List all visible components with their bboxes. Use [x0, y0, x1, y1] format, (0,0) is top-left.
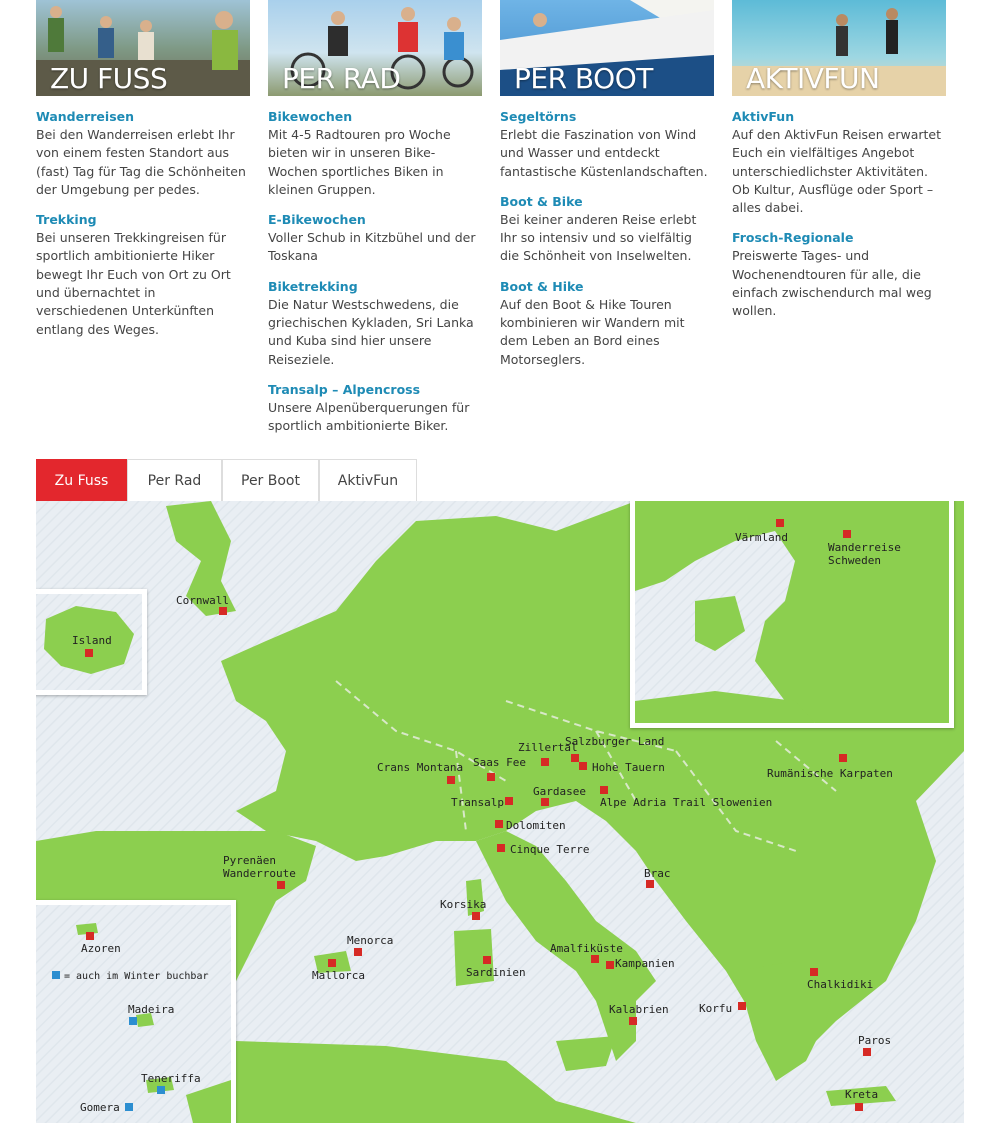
pin-kalabrien[interactable] [629, 1017, 637, 1025]
europe-map [36, 501, 964, 1123]
category-description: Bei den Wanderreisen erlebt Ihr von einem festen Standort aus (fast) Tag für Tag die Schönheiten der Umgebung per pedes. [36, 127, 246, 197]
category-link[interactable]: AktivFun [732, 109, 795, 124]
label-korfu[interactable]: Korfu [699, 1002, 733, 1015]
category-link[interactable]: E-Bikewochen [268, 212, 366, 228]
category-segeltoerns [500, 108, 714, 181]
label-madeira[interactable]: Madeira [128, 1003, 175, 1016]
hero-label: PER BOOT [514, 62, 653, 95]
pin-cinque-terre[interactable] [497, 844, 505, 852]
hero-label: AKTIVFUN [746, 62, 880, 95]
category-description: Preiswerte Tages- und Wochenendtouren für alle, die einfach zwischendurch mal weg wollen. [732, 248, 932, 319]
pin-vaermland[interactable] [776, 519, 784, 527]
hero-image-aktivfun[interactable] [732, 0, 946, 96]
label-gomera[interactable]: Gomera [80, 1101, 120, 1114]
column-aktivfun [732, 0, 946, 321]
pin-alpe-adria[interactable] [600, 786, 608, 794]
label-mallorca[interactable]: Mallorca [312, 969, 365, 982]
category-boot-bike [500, 193, 714, 266]
category-wanderreisen [36, 108, 250, 199]
hero-label: ZU FUSS [50, 62, 168, 95]
label-korsika[interactable]: Korsika [440, 898, 487, 911]
tab-bar [36, 459, 417, 501]
category-description: Unsere Alpenüberquerungen für sportlich ambitionierte Biker. [268, 399, 470, 434]
pin-paros[interactable] [863, 1048, 871, 1056]
pin-amalfikueste[interactable] [591, 955, 599, 963]
tab-zu-fuss[interactable]: Zu Fuss [36, 459, 127, 501]
category-link[interactable]: Wanderreisen [36, 109, 135, 124]
pin-brac[interactable] [646, 880, 654, 888]
label-kampanien[interactable]: Kampanien [615, 957, 675, 970]
category-frosch-regionale [732, 229, 946, 320]
pin-kampanien[interactable] [606, 961, 614, 969]
pin-sardinien[interactable] [483, 956, 491, 964]
label-paros[interactable]: Paros [858, 1034, 892, 1047]
category-e-bikewochen [268, 211, 482, 266]
label-rumaenische-karpaten[interactable]: Rumänische Karpaten [767, 767, 893, 780]
pin-azoren[interactable] [86, 932, 94, 940]
label-amalfikueste[interactable]: Amalfiküste [550, 942, 623, 955]
category-trekking [36, 211, 250, 339]
label-kreta[interactable]: Kreta [845, 1088, 879, 1101]
label-gardasee[interactable]: Gardasee [533, 785, 586, 798]
legend-text: = auch im Winter buchbar [64, 971, 209, 982]
pin-zillertal[interactable] [541, 758, 549, 766]
hero-image-per-boot[interactable] [500, 0, 714, 96]
pin-island[interactable] [85, 649, 93, 657]
label-cinque-terre[interactable]: Cinque Terre [510, 843, 590, 856]
pin-korfu[interactable] [738, 1002, 746, 1010]
label-brac[interactable]: Brac [644, 867, 671, 880]
tab-per-rad[interactable]: Per Rad [127, 459, 222, 501]
pin-kreta[interactable] [855, 1103, 863, 1111]
pin-hohe-tauern[interactable] [579, 762, 587, 770]
category-description: Die Natur Westschwedens, die griechischen Kykladen, Sri Lanka und Kuba sind hier unsere Reiseziele. [268, 296, 474, 367]
pin-cornwall[interactable] [219, 607, 227, 615]
tab-per-boot[interactable]: Per Boot [222, 459, 319, 501]
pin-wanderreise-schweden[interactable] [843, 530, 851, 538]
pin-menorca[interactable] [354, 948, 362, 956]
category-aktivfun [732, 108, 946, 217]
pin-gomera[interactable] [125, 1103, 133, 1111]
label-sardinien[interactable]: Sardinien [466, 966, 526, 979]
label-pyrenaeen[interactable]: Pyrenäen Wanderroute [223, 854, 296, 880]
label-zillertal[interactable]: Zillertal [518, 741, 578, 754]
column-per-rad [268, 0, 482, 436]
category-boot-hike [500, 278, 714, 369]
column-per-boot [500, 0, 714, 369]
label-salzburger-land[interactable]: Salzburger Land [565, 735, 665, 748]
tab-aktivfun[interactable]: AktivFun [319, 459, 417, 501]
pin-salzburger-land[interactable] [571, 754, 579, 762]
label-teneriffa[interactable]: Teneriffa [141, 1072, 201, 1085]
label-transalp[interactable]: Transalp [451, 796, 504, 809]
label-cornwall[interactable]: Cornwall [176, 594, 229, 607]
category-description: Auf den AktivFun Reisen erwartet Euch ein vielfältiges Angebot unterschiedlichster Aktivitäten. Ob Kultur, Ausflüge oder Sport – alles dabei. [732, 127, 941, 216]
hero-image-per-rad[interactable] [268, 0, 482, 96]
label-kalabrien[interactable]: Kalabrien [609, 1003, 669, 1016]
pin-mallorca[interactable] [328, 959, 336, 967]
hero-label: PER RAD [282, 62, 401, 95]
category-link[interactable]: Bikewochen [268, 109, 353, 124]
category-link[interactable]: Trekking [36, 212, 97, 228]
pin-teneriffa[interactable] [157, 1086, 165, 1094]
pin-transalp[interactable] [505, 797, 513, 805]
column-zu-fuss [36, 0, 250, 339]
category-description: Erlebt die Faszination von Wind und Wasser und entdeckt fantastische Küstenlandschaften. [500, 127, 708, 179]
label-azoren[interactable]: Azoren [81, 942, 121, 955]
label-chalkidiki[interactable]: Chalkidiki [807, 978, 874, 991]
category-description: Bei keiner anderen Reise erlebt Ihr so intensiv und so vielfältig die Schönheit von Inselwelten. [500, 211, 697, 264]
label-alpe-adria[interactable]: Alpe Adria Trail Slowenien [600, 796, 773, 809]
pin-korsika[interactable] [472, 912, 480, 920]
pin-crans-montana[interactable] [447, 776, 455, 784]
label-wanderreise-schweden[interactable]: Wanderreise Schweden [828, 541, 901, 567]
category-bikewochen [268, 108, 482, 199]
category-link[interactable]: Transalp – Alpencross [268, 381, 421, 397]
label-hohe-tauern[interactable]: Hohe Tauern [592, 761, 665, 774]
label-vaermland[interactable]: Värmland [735, 531, 788, 544]
pin-pyrenaeen[interactable] [277, 881, 285, 889]
category-link[interactable]: Boot & Bike [500, 193, 583, 209]
pin-saas-fee[interactable] [487, 773, 495, 781]
pin-chalkidiki[interactable] [810, 968, 818, 976]
label-menorca[interactable]: Menorca [347, 934, 394, 947]
scandinavia-inset [630, 501, 954, 728]
scandinavia-shape [635, 501, 949, 723]
pin-dolomiten[interactable] [495, 820, 503, 828]
category-link[interactable]: Frosch-Regionale [732, 230, 854, 246]
pin-madeira[interactable] [129, 1017, 137, 1025]
category-description: Voller Schub in Kitzbühel und der Toskana [268, 230, 476, 264]
label-dolomiten[interactable]: Dolomiten [506, 819, 566, 832]
category-description: Auf den Boot & Hike Touren kombinieren wir Wandern mit dem Leben an Bord eines Motorseglers. [500, 296, 685, 367]
pin-gardasee[interactable] [541, 798, 549, 806]
label-island[interactable]: Island [72, 634, 112, 647]
legend-winter-pin [52, 971, 60, 979]
label-crans-montana[interactable]: Crans Montana [377, 761, 464, 774]
category-link[interactable]: Biketrekking [268, 278, 358, 294]
label-saas-fee[interactable]: Saas Fee [473, 756, 526, 769]
category-description: Bei unseren Trekkingreisen für sportlich ambitionierte Hiker bewegt Ihr Euch von Ort zu Ort und übernachtet in verschiedenen Unterkünften entlang des Weges. [36, 230, 231, 337]
category-description: Mit 4-5 Radtouren pro Woche bieten wir in unseren Bike-Wochen sportliches Biken in kleinen Gruppen. [268, 127, 451, 197]
pin-rumaenische-karpaten[interactable] [839, 754, 847, 762]
category-biketrekking [268, 278, 482, 369]
category-transalp [268, 381, 482, 436]
category-link[interactable]: Boot & Hike [500, 278, 584, 294]
category-link[interactable]: Segeltörns [500, 109, 577, 124]
hero-image-zu-fuss[interactable] [36, 0, 250, 96]
